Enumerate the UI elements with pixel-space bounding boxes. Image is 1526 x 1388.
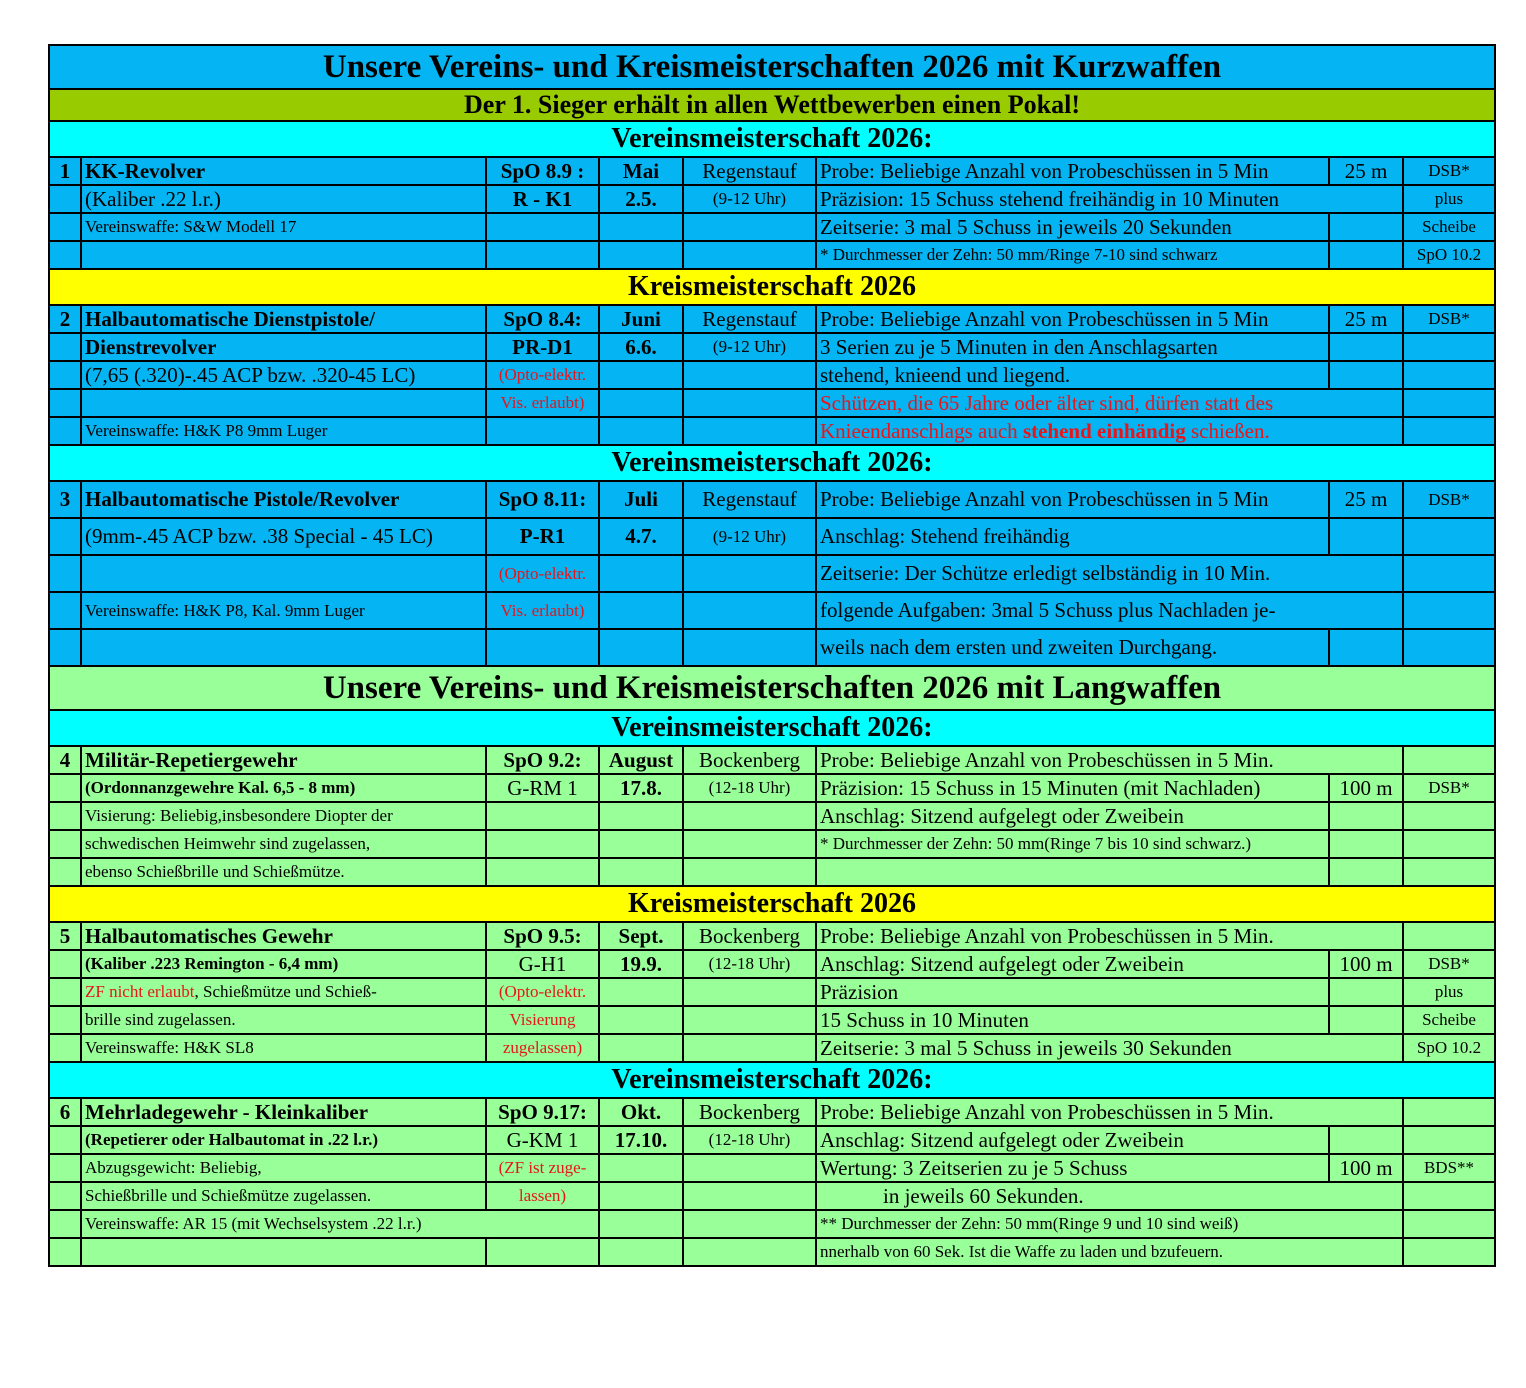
table-row (49, 592, 1495, 629)
event-location: Bockenberg (683, 746, 816, 774)
section-title: Vereinsmeisterschaft 2026: (49, 445, 1495, 481)
shooting-distance (1329, 802, 1403, 830)
competition-name: (Ordonnanzgewehre Kal. 6,5 - 8 mm) (81, 774, 486, 802)
table-row (49, 481, 1495, 518)
schedule-body (49, 45, 1495, 1266)
target-organization (1403, 858, 1495, 886)
event-date: 2.5. (599, 185, 683, 213)
competition-number (49, 241, 81, 269)
event-location (683, 629, 816, 666)
competition-number (49, 629, 81, 666)
competition-name: Visierung: Beliebig,insbesondere Diopter der (81, 802, 486, 830)
event-location: (9-12 Uhr) (683, 518, 816, 555)
rule-reference: PR-D1 (486, 333, 599, 361)
event-date (599, 1154, 683, 1182)
event-date: Juni (599, 305, 683, 333)
rule-reference: SpO 8.11: (486, 481, 599, 518)
event-location: Regenstauf (683, 157, 816, 185)
event-date (599, 213, 683, 241)
event-date: 19.9. (599, 950, 683, 978)
section-title: Vereinsmeisterschaft 2026: (49, 1062, 1495, 1098)
competition-number (49, 1034, 81, 1062)
competition-description: Probe: Beliebige Anzahl von Probeschüssen in 5 Min. (816, 1098, 1403, 1126)
shooting-distance (1329, 1126, 1403, 1154)
competition-number (49, 978, 81, 1006)
competition-description: Probe: Beliebige Anzahl von Probeschüssen in 5 Min (816, 305, 1329, 333)
event-date: Juli (599, 481, 683, 518)
table-row (49, 858, 1495, 886)
competition-description: Anschlag: Stehend freihändig (816, 518, 1329, 555)
competition-name (81, 241, 486, 269)
event-location: Regenstauf (683, 481, 816, 518)
rule-reference: (ZF ist zuge- (486, 1154, 599, 1182)
event-date (599, 241, 683, 269)
shooting-distance (1329, 978, 1403, 1006)
target-organization (1403, 417, 1495, 445)
rule-reference: P-R1 (486, 518, 599, 555)
table-row (49, 417, 1495, 445)
competition-description (816, 417, 1403, 445)
competition-name: Vereinswaffe: H&K SL8 (81, 1034, 486, 1062)
event-location: Bockenberg (683, 922, 816, 950)
event-date: August (599, 746, 683, 774)
table-row (49, 333, 1495, 361)
event-location: (12-18 Uhr) (683, 950, 816, 978)
competition-name: (Kaliber .22 l.r.) (81, 185, 486, 213)
rule-reference: (Opto-elektr. (486, 555, 599, 592)
target-organization (1403, 1098, 1495, 1126)
target-organization: DSB* (1403, 305, 1495, 333)
rule-reference: SpO 9.17: (486, 1098, 599, 1126)
competition-description: Präzision: 15 Schuss in 15 Minuten (mit Nachladen) (816, 774, 1329, 802)
event-location: (12-18 Uhr) (683, 774, 816, 802)
competition-number (49, 1182, 81, 1210)
target-organization (1403, 802, 1495, 830)
section-header (49, 666, 1495, 710)
competition-description: Probe: Beliebige Anzahl von Probeschüssen in 5 Min (816, 481, 1329, 518)
shooting-distance (1329, 333, 1403, 361)
event-date: 4.7. (599, 518, 683, 555)
competition-name: ebenso Schießbrille und Schießmütze. (81, 858, 486, 886)
competition-description: Anschlag: Sitzend aufgelegt oder Zweibein (816, 1126, 1329, 1154)
competition-name: Mehrladegewehr - Kleinkaliber (81, 1098, 486, 1126)
target-organization: BDS** (1403, 1154, 1495, 1182)
competition-description: Präzision: 15 Schuss stehend freihändig in 10 Minuten (816, 185, 1403, 213)
event-date: 6.6. (599, 333, 683, 361)
event-date (599, 1210, 683, 1238)
event-location (683, 361, 816, 389)
rule-reference (486, 417, 599, 445)
target-organization (1403, 389, 1495, 417)
rule-reference: SpO 9.5: (486, 922, 599, 950)
event-date (599, 417, 683, 445)
rule-reference: G-KM 1 (486, 1126, 599, 1154)
competition-description: Zeitserie: 3 mal 5 Schuss in jeweils 30 Sekunden (816, 1034, 1403, 1062)
table-row (49, 1126, 1495, 1154)
competition-name (81, 389, 486, 417)
competition-description: weils nach dem ersten und zweiten Durchgang. (816, 629, 1329, 666)
event-location (683, 555, 816, 592)
competition-description: in jeweils 60 Sekunden. (816, 1182, 1403, 1210)
schedule-table (48, 44, 1496, 1267)
competition-number (49, 950, 81, 978)
competition-name (81, 555, 486, 592)
competition-description: Zeitserie: 3 mal 5 Schuss in jeweils 20 Sekunden (816, 213, 1329, 241)
shooting-distance (1329, 830, 1403, 858)
event-date (599, 1006, 683, 1034)
section-header (49, 121, 1495, 157)
competition-description: ** Durchmesser der Zehn: 50 mm(Ringe 9 und 10 sind weiß) (816, 1210, 1403, 1238)
table-row (49, 1098, 1495, 1126)
competition-name: Halbautomatisches Gewehr (81, 922, 486, 950)
table-row (49, 389, 1495, 417)
competition-name: Halbautomatische Pistole/Revolver (81, 481, 486, 518)
event-date (599, 858, 683, 886)
table-row (49, 922, 1495, 950)
target-organization: DSB* (1403, 774, 1495, 802)
target-organization: plus (1403, 185, 1495, 213)
section-title: Vereinsmeisterschaft 2026: (49, 121, 1495, 157)
rule-reference: Vis. erlaubt) (486, 389, 599, 417)
shooting-distance (1329, 361, 1403, 389)
competition-number (49, 1154, 81, 1182)
event-location (683, 858, 816, 886)
competition-description: * Durchmesser der Zehn: 50 mm/Ringe 7-10 sind schwarz (816, 241, 1329, 269)
table-row (49, 305, 1495, 333)
event-location: Bockenberg (683, 1098, 816, 1126)
shooting-distance (1329, 213, 1403, 241)
competition-schedule-sheet (48, 44, 1494, 1267)
table-row (49, 555, 1495, 592)
target-organization (1403, 592, 1495, 629)
competition-name: (7,65 (.320)-.45 ACP bzw. .320-45 LC) (81, 361, 486, 389)
competition-name: KK-Revolver (81, 157, 486, 185)
shooting-distance (1329, 858, 1403, 886)
shooting-distance: 25 m (1329, 481, 1403, 518)
event-date (599, 802, 683, 830)
table-row (49, 1182, 1495, 1210)
competition-name: schwedischen Heimwehr sind zugelassen, (81, 830, 486, 858)
rule-reference (486, 830, 599, 858)
event-date: Mai (599, 157, 683, 185)
shooting-distance (1329, 241, 1403, 269)
competition-number (49, 185, 81, 213)
section-header (49, 1062, 1495, 1098)
target-organization (1403, 746, 1495, 774)
shooting-distance: 100 m (1329, 950, 1403, 978)
competition-number: 1 (49, 157, 81, 185)
section-title: Kreismeisterschaft 2026 (49, 886, 1495, 922)
competition-number (49, 592, 81, 629)
event-date (599, 830, 683, 858)
event-date: 17.10. (599, 1126, 683, 1154)
table-row (49, 1034, 1495, 1062)
shooting-distance (1329, 629, 1403, 666)
competition-number: 5 (49, 922, 81, 950)
table-row (49, 213, 1495, 241)
table-row (49, 774, 1495, 802)
table-row (49, 629, 1495, 666)
competition-name: (9mm-.45 ACP bzw. .38 Special - 45 LC) (81, 518, 486, 555)
competition-description: stehend, knieend und liegend. (816, 361, 1329, 389)
competition-number (49, 1210, 81, 1238)
competition-description: Probe: Beliebige Anzahl von Probeschüssen in 5 Min. (816, 746, 1403, 774)
competition-description: Anschlag: Sitzend aufgelegt oder Zweibein (816, 950, 1329, 978)
competition-number: 2 (49, 305, 81, 333)
competition-name: Vereinswaffe: AR 15 (mit Wechselsystem .22 l.r.) (81, 1210, 599, 1238)
section-header (49, 45, 1495, 89)
target-organization (1403, 830, 1495, 858)
section-header (49, 89, 1495, 121)
target-organization: DSB* (1403, 481, 1495, 518)
text-fragment: Knieendanschlags auch (820, 419, 1023, 443)
event-location (683, 1154, 816, 1182)
competition-name: Militär-Repetiergewehr (81, 746, 486, 774)
section-title: Unsere Vereins- und Kreismeisterschaften 2026 mit Langwaffen (49, 666, 1495, 710)
event-location (683, 1238, 816, 1266)
event-location (683, 978, 816, 1006)
section-header (49, 445, 1495, 481)
competition-name (81, 978, 486, 1006)
event-date: Okt. (599, 1098, 683, 1126)
competition-description: Wertung: 3 Zeitserien zu je 5 Schuss (816, 1154, 1329, 1182)
shooting-distance: 25 m (1329, 157, 1403, 185)
target-organization: SpO 10.2 (1403, 241, 1495, 269)
competition-number (49, 1238, 81, 1266)
competition-number (49, 555, 81, 592)
event-location (683, 241, 816, 269)
shooting-distance: 25 m (1329, 305, 1403, 333)
competition-description: Schützen, die 65 Jahre oder älter sind, dürfen statt des (816, 389, 1403, 417)
event-date: Sept. (599, 922, 683, 950)
rule-reference: zugelassen) (486, 1034, 599, 1062)
text-fragment: schießen. (1185, 419, 1270, 443)
competition-name: Vereinswaffe: S&W Modell 17 (81, 213, 486, 241)
target-organization (1403, 518, 1495, 555)
target-organization (1403, 1210, 1495, 1238)
competition-description (816, 858, 1329, 886)
event-location (683, 1182, 816, 1210)
event-date (599, 1034, 683, 1062)
competition-description: Präzision (816, 978, 1329, 1006)
event-location (683, 213, 816, 241)
competition-number (49, 774, 81, 802)
competition-number (49, 213, 81, 241)
target-organization (1403, 1126, 1495, 1154)
rule-reference: (Opto-elektr. (486, 978, 599, 1006)
rule-reference: SpO 8.4: (486, 305, 599, 333)
competition-description: folgende Aufgaben: 3mal 5 Schuss plus Nachladen je- (816, 592, 1403, 629)
competition-number (49, 333, 81, 361)
competition-description: Zeitserie: Der Schütze erledigt selbständig in 10 Min. (816, 555, 1403, 592)
event-location (683, 417, 816, 445)
rule-reference (486, 1238, 599, 1266)
table-row (49, 746, 1495, 774)
competition-description: * Durchmesser der Zehn: 50 mm(Ringe 7 bis 10 sind schwarz.) (816, 830, 1329, 858)
rule-reference: G-RM 1 (486, 774, 599, 802)
competition-number (49, 830, 81, 858)
target-organization (1403, 361, 1495, 389)
target-organization: Scheibe (1403, 213, 1495, 241)
event-location (683, 802, 816, 830)
competition-name: Halbautomatische Dienstpistole/ (81, 305, 486, 333)
event-location (683, 1006, 816, 1034)
table-row (49, 241, 1495, 269)
target-organization (1403, 922, 1495, 950)
text-fragment: stehend einhändig (1022, 419, 1186, 443)
event-location (683, 1210, 816, 1238)
section-header (49, 269, 1495, 305)
table-row (49, 950, 1495, 978)
rule-reference (486, 858, 599, 886)
competition-number (49, 1006, 81, 1034)
rule-reference: Vis. erlaubt) (486, 592, 599, 629)
event-location (683, 830, 816, 858)
event-date: 17.8. (599, 774, 683, 802)
event-date (599, 555, 683, 592)
event-location: Regenstauf (683, 305, 816, 333)
competition-number (49, 1126, 81, 1154)
event-date (599, 1182, 683, 1210)
competition-description: 3 Serien zu je 5 Minuten in den Anschlagsarten (816, 333, 1329, 361)
competition-description: nnerhalb von 60 Sek. Ist die Waffe zu laden und bzufeuern. (816, 1238, 1403, 1266)
event-date (599, 389, 683, 417)
table-row (49, 802, 1495, 830)
rule-reference (486, 213, 599, 241)
competition-name: Vereinswaffe: H&K P8, Kal. 9mm Luger (81, 592, 486, 629)
target-organization (1403, 629, 1495, 666)
event-location (683, 592, 816, 629)
section-title: Der 1. Sieger erhält in allen Wettbewerben einen Pokal! (49, 89, 1495, 121)
table-row (49, 978, 1495, 1006)
table-row (49, 185, 1495, 213)
target-organization (1403, 333, 1495, 361)
rule-reference (486, 241, 599, 269)
rule-reference: lassen) (486, 1182, 599, 1210)
target-organization: DSB* (1403, 950, 1495, 978)
target-organization (1403, 555, 1495, 592)
competition-name: (Repetierer oder Halbautomat in .22 l.r.) (81, 1126, 486, 1154)
competition-number (49, 389, 81, 417)
table-row (49, 1006, 1495, 1034)
shooting-distance: 100 m (1329, 774, 1403, 802)
competition-name: Schießbrille und Schießmütze zugelassen. (81, 1182, 486, 1210)
event-location (683, 389, 816, 417)
table-row (49, 361, 1495, 389)
competition-number (49, 361, 81, 389)
rule-reference: (Opto-elektr. (486, 361, 599, 389)
rule-reference: R - K1 (486, 185, 599, 213)
competition-name: brille sind zugelassen. (81, 1006, 486, 1034)
event-date (599, 629, 683, 666)
target-organization: DSB* (1403, 157, 1495, 185)
rule-reference: Visierung (486, 1006, 599, 1034)
table-row (49, 518, 1495, 555)
competition-number (49, 802, 81, 830)
shooting-distance: 100 m (1329, 1154, 1403, 1182)
section-header (49, 886, 1495, 922)
rule-reference: G-H1 (486, 950, 599, 978)
competition-number (49, 417, 81, 445)
section-header (49, 710, 1495, 746)
competition-name: Abzugsgewicht: Beliebig, (81, 1154, 486, 1182)
event-location (683, 1034, 816, 1062)
section-title: Kreismeisterschaft 2026 (49, 269, 1495, 305)
target-organization: SpO 10.2 (1403, 1034, 1495, 1062)
rule-reference: SpO 9.2: (486, 746, 599, 774)
table-row (49, 1238, 1495, 1266)
shooting-distance (1329, 518, 1403, 555)
competition-description: Probe: Beliebige Anzahl von Probeschüssen in 5 Min (816, 157, 1329, 185)
section-title: Vereinsmeisterschaft 2026: (49, 710, 1495, 746)
event-location: (9-12 Uhr) (683, 333, 816, 361)
competition-description: 15 Schuss in 10 Minuten (816, 1006, 1329, 1034)
competition-name: (Kaliber .223 Remington - 6,4 mm) (81, 950, 486, 978)
event-date (599, 592, 683, 629)
competition-description: Probe: Beliebige Anzahl von Probeschüssen in 5 Min. (816, 922, 1403, 950)
rule-reference (486, 629, 599, 666)
competition-number: 3 (49, 481, 81, 518)
text-fragment: ZF nicht erlaubt (85, 982, 195, 1001)
target-organization (1403, 1238, 1495, 1266)
section-title: Unsere Vereins- und Kreismeisterschaften 2026 mit Kurzwaffen (49, 45, 1495, 89)
event-location: (9-12 Uhr) (683, 185, 816, 213)
shooting-distance (1329, 1006, 1403, 1034)
event-date (599, 361, 683, 389)
competition-name (81, 629, 486, 666)
table-row (49, 1210, 1495, 1238)
competition-name: Vereinswaffe: H&K P8 9mm Luger (81, 417, 486, 445)
rule-reference: SpO 8.9 : (486, 157, 599, 185)
text-fragment: , Schießmütze und Schieß- (194, 982, 377, 1001)
rule-reference (486, 802, 599, 830)
event-date (599, 978, 683, 1006)
competition-name (81, 1238, 486, 1266)
competition-number (49, 858, 81, 886)
target-organization (1403, 1182, 1495, 1210)
target-organization: plus (1403, 978, 1495, 1006)
competition-number: 6 (49, 1098, 81, 1126)
event-location: (12-18 Uhr) (683, 1126, 816, 1154)
table-row (49, 1154, 1495, 1182)
target-organization: Scheibe (1403, 1006, 1495, 1034)
competition-description: Anschlag: Sitzend aufgelegt oder Zweibein (816, 802, 1329, 830)
event-date (599, 1238, 683, 1266)
table-row (49, 157, 1495, 185)
table-row (49, 830, 1495, 858)
competition-name: Dienstrevolver (81, 333, 486, 361)
competition-number (49, 518, 81, 555)
competition-number: 4 (49, 746, 81, 774)
